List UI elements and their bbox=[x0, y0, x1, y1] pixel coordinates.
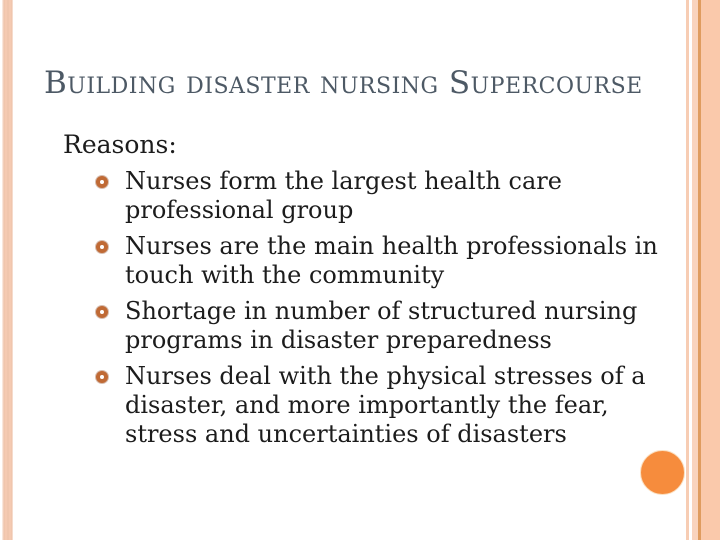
decorative-circle bbox=[640, 450, 685, 495]
bullet-line: Shortage in number of structured nursing bbox=[125, 297, 638, 325]
bullet-item bbox=[96, 362, 663, 449]
bullet-text bbox=[125, 232, 658, 290]
slide-body bbox=[63, 130, 663, 456]
bullet-text bbox=[125, 362, 646, 449]
right-accent-band bbox=[686, 0, 720, 540]
bullet-line: Nurses are the main health professionals in bbox=[125, 232, 658, 260]
bullet-line: programs in disaster preparedness bbox=[125, 326, 552, 354]
bullet-marker-icon bbox=[96, 241, 108, 253]
bullet-line: touch with the community bbox=[125, 261, 445, 289]
bullet-marker-icon bbox=[96, 371, 108, 383]
bullet-line: Nurses deal with the physical stresses of a bbox=[125, 362, 646, 390]
bullet-text bbox=[125, 167, 562, 225]
bullet-line: professional group bbox=[125, 196, 354, 224]
bullet-line: disaster, and more importantly the fear, bbox=[125, 391, 609, 419]
left-accent-stripe bbox=[2, 0, 13, 540]
bullet-item bbox=[96, 167, 663, 225]
intro-label: Reasons: bbox=[63, 130, 177, 159]
bullet-text bbox=[125, 297, 637, 355]
bullet-marker-icon bbox=[96, 306, 108, 318]
bullet-line: Nurses form the largest health care bbox=[125, 167, 562, 195]
bullet-marker-icon bbox=[96, 176, 108, 188]
slide-title: Building disaster nursing Supercourse bbox=[44, 65, 643, 101]
bullet-item bbox=[96, 297, 663, 355]
bullet-line: stress and uncertainties of disasters bbox=[125, 420, 567, 448]
bullet-item bbox=[96, 232, 663, 290]
